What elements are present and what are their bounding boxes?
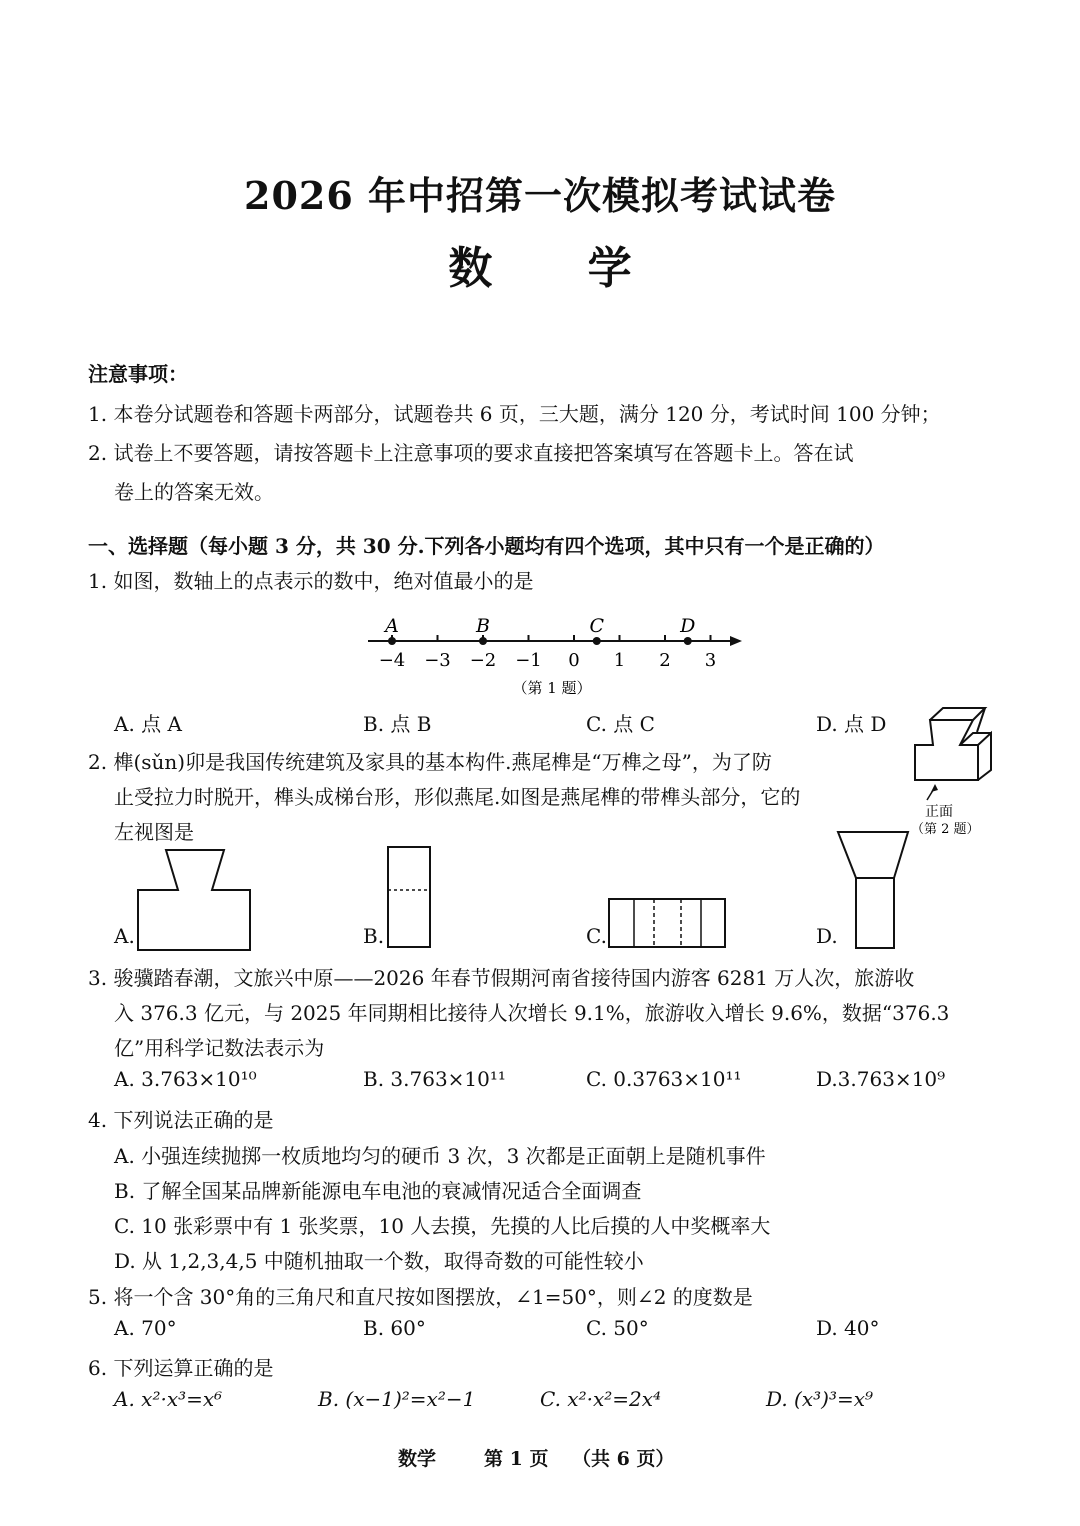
q2-option-c-label: C.: [586, 924, 607, 948]
q3-option-c: C. 0.3763×10¹¹: [586, 1067, 742, 1091]
notice-item-2-line-1: 2. 试卷上不要答题，请按答题卡上注意事项的要求直接把答案填写在答题卡上。答在试: [88, 441, 854, 465]
footer-total-pages: （共 6 页）: [572, 1448, 675, 1470]
q2-option-b-figure: [385, 845, 435, 950]
notice-item-1: 1. 本卷分试题卷和答题卡两部分，试题卷共 6 页，三大题，满分 120 分，考试时间 100 分钟；: [88, 402, 941, 426]
q4-option-d: D. 从 1,2,3,4,5 中随机抽取一个数，取得奇数的可能性较小: [114, 1249, 644, 1273]
tick-label: 0: [568, 650, 580, 671]
q3-option-b: B. 3.763×10¹¹: [363, 1067, 506, 1091]
q2-option-c-figure: [606, 896, 730, 952]
q1-option-b: B. 点 B: [363, 712, 432, 736]
q2-line-2: 止受拉力时脱开，榫头成梯台形，形似燕尾.如图是燕尾榫的带榫头部分，它的: [114, 785, 801, 809]
q1-option-d: D. 点 D: [816, 712, 887, 736]
q2-option-d-label: D.: [816, 924, 838, 948]
q4-stem: 4. 下列说法正确的是: [88, 1108, 274, 1132]
section-1-heading: 一、选择题（每小题 3 分，共 30 分.下列各小题均有四个选项，其中只有一个是正确的）: [88, 534, 885, 558]
q5-option-b: B. 60°: [363, 1316, 426, 1340]
q3-option-a: A. 3.763×10¹⁰: [114, 1067, 257, 1091]
q1-option-a: A. 点 A: [114, 712, 182, 736]
point-label-b: B: [476, 615, 490, 637]
q2-dovetail-3d-figure: [905, 700, 1005, 840]
point-label-c: C: [589, 615, 605, 637]
q4-option-a: A. 小强连续抛掷一枚质地均匀的硬币 3 次，3 次都是正面朝上是随机事件: [114, 1144, 766, 1168]
number-line-arrow: [730, 636, 742, 646]
q2-line-1: 2. 榫(sǔn)卯是我国传统建筑及家具的基本构件.燕尾榫是“万榫之母”，为了防: [88, 750, 772, 774]
q3-line-2: 入 376.3 亿元，与 2025 年同期相比接待人次增长 9.1%，旅游收入增长 9.6%，数据“376.3: [114, 1001, 950, 1025]
tick-label: 1: [613, 650, 626, 671]
q4-option-b: B. 了解全国某品牌新能源电车电池的衰减情况适合全面调查: [114, 1179, 642, 1203]
subject-title: 数 学: [448, 243, 672, 294]
tick-label: 3: [704, 650, 717, 671]
q3-line-3: 亿”用科学记数法表示为: [114, 1036, 325, 1060]
exam-title: 2026 年中招第一次模拟考试试卷: [244, 173, 836, 218]
q2-option-b-label: B.: [363, 924, 385, 948]
q5-stem: 5. 将一个含 30°角的三角尺和直尺按如图摆放，∠1=50°，则∠2 的度数是: [88, 1285, 753, 1309]
q5-option-d: D. 40°: [816, 1316, 880, 1340]
q2-caption: （第 2 题）: [911, 822, 980, 837]
point-a: [388, 637, 396, 645]
point-label-d: D: [680, 615, 696, 637]
q3-option-d: D.3.763×10⁹: [816, 1067, 946, 1091]
tick-label: −4: [378, 650, 406, 671]
q6-option-d: D. (x³)³=x⁹: [766, 1387, 874, 1411]
q1-stem: 1. 如图，数轴上的点表示的数中，绝对值最小的是: [88, 569, 534, 593]
q1-option-c: C. 点 C: [586, 712, 655, 736]
q5-option-c: C. 50°: [586, 1316, 649, 1340]
q5-option-a: A. 70°: [114, 1316, 177, 1340]
tick-label: −1: [515, 650, 542, 671]
q2-option-d-figure: [836, 830, 912, 952]
q6-option-a: A. x²·x³=x⁶: [114, 1387, 223, 1411]
q1-number-line-figure: [360, 608, 750, 703]
footer-subject: 数学: [398, 1448, 437, 1470]
q6-stem: 6. 下列运算正确的是: [88, 1356, 274, 1380]
q1-caption: （第 1 题）: [512, 679, 592, 697]
notice-heading: 注意事项：: [88, 362, 188, 386]
q3-line-1: 3. 骏骥踏春潮，文旅兴中原——2026 年春节假期河南省接待国内游客 6281 万人次，旅游收: [88, 966, 915, 990]
q2-option-a-figure: [136, 848, 254, 952]
q6-option-b: B. (x−1)²=x²−1: [318, 1387, 476, 1411]
q2-option-a-label: A.: [114, 924, 135, 948]
footer-page-number: 第 1 页: [484, 1448, 549, 1470]
point-b: [479, 637, 487, 645]
tick-label: 2: [659, 650, 671, 671]
tick-label: −3: [424, 650, 451, 671]
q2-line-3: 左视图是: [114, 820, 194, 844]
q6-option-c: C. x²·x²=2x⁴: [540, 1387, 662, 1411]
point-d: [684, 637, 692, 645]
point-label-a: A: [385, 615, 399, 637]
q4-option-c: C. 10 张彩票中有 1 张奖票，10 人去摸，先摸的人比后摸的人中奖概率大: [114, 1214, 771, 1238]
point-c: [593, 637, 601, 645]
tick-label: −2: [469, 650, 497, 671]
notice-item-2-line-2: 卷上的答案无效。: [114, 480, 274, 504]
q2-front-label: 正面: [925, 804, 953, 820]
